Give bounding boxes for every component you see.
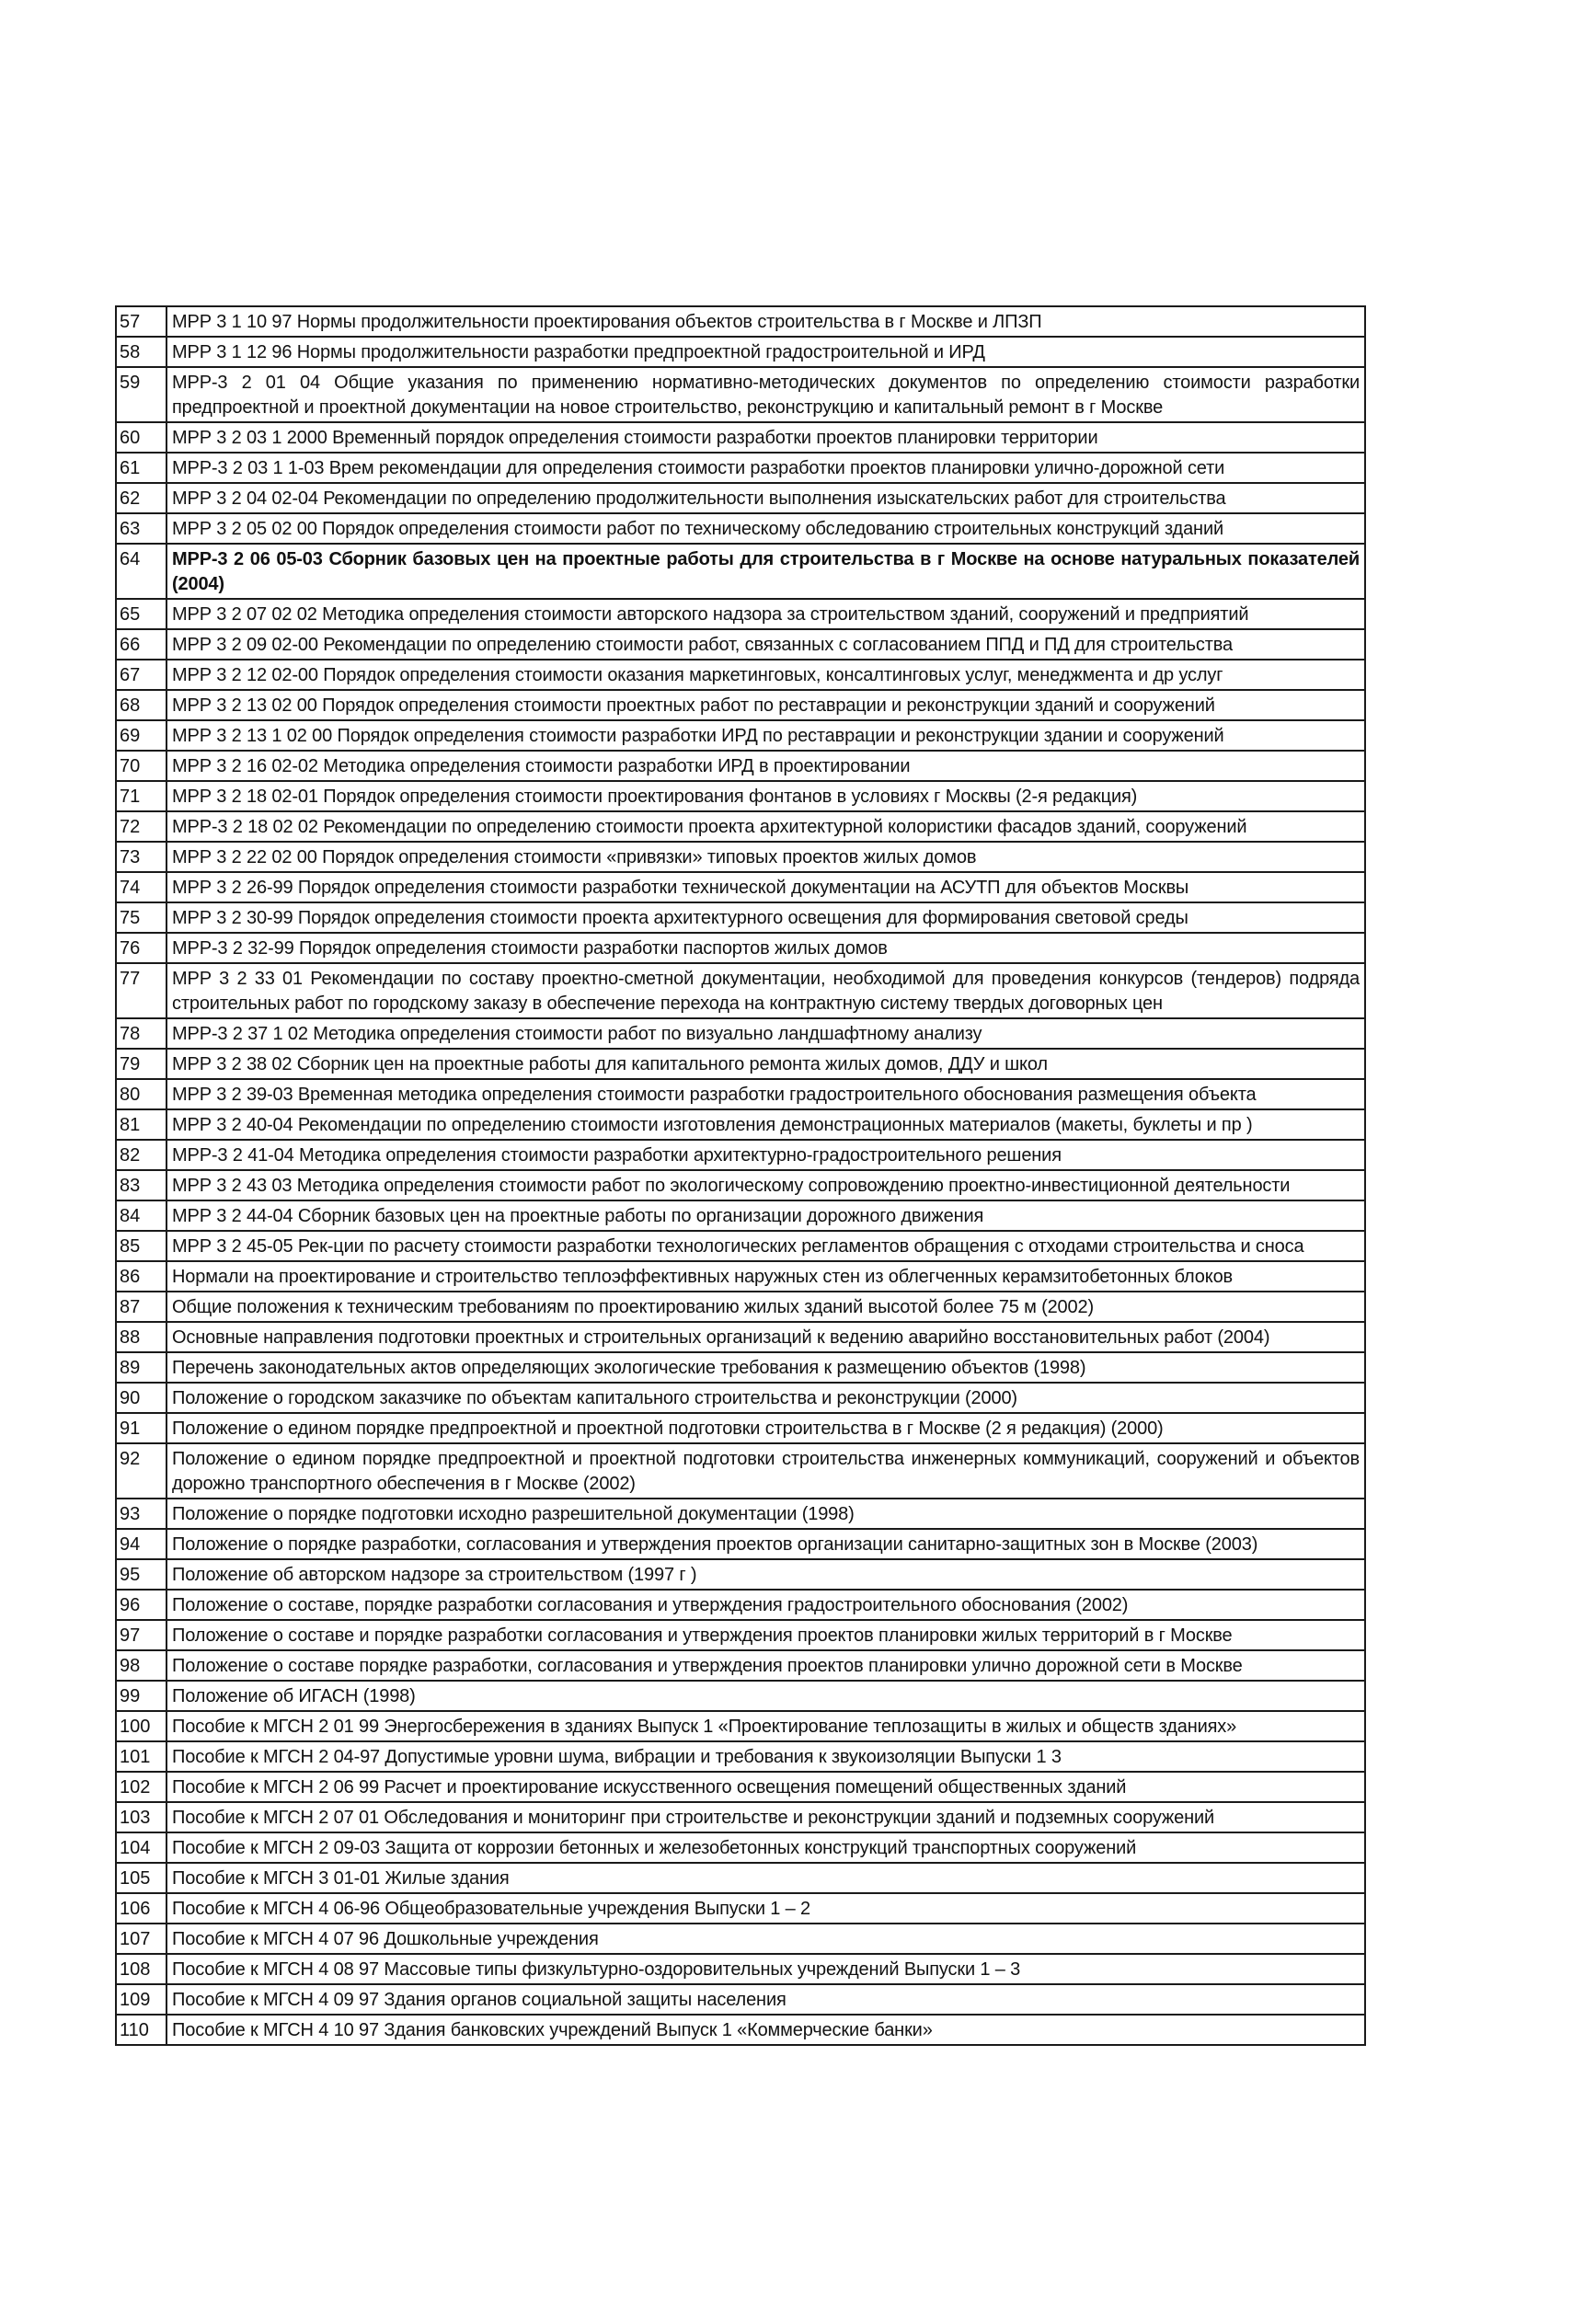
row-number: 89 (116, 1352, 166, 1383)
row-number: 81 (116, 1109, 166, 1140)
row-number: 74 (116, 872, 166, 902)
row-number: 83 (116, 1170, 166, 1200)
row-document-title: МРР-3 2 32-99 Порядок определения стоимости разработки паспортов жилых домов (166, 933, 1365, 963)
row-number: 106 (116, 1893, 166, 1924)
row-number: 95 (116, 1559, 166, 1590)
row-document-title: МРР 3 2 16 02-02 Методика определения стоимости разработки ИРД в проектировании (166, 751, 1365, 781)
row-number: 76 (116, 933, 166, 963)
table-row (116, 1620, 1365, 1650)
row-document-title: МРР 3 2 05 02 00 Порядок определения стоимости работ по техническому обследованию строительных конструкций зданий (166, 513, 1365, 544)
row-document-title: Пособие к МГСН 4 09 97 Здания органов социальной защиты населения (166, 1984, 1365, 2015)
table-row (116, 2015, 1365, 2045)
row-document-title: МРР 3 2 40-04 Рекомендации по определению стоимости изготовления демонстрационных материалов (макеты, буклеты и пр ) (166, 1109, 1365, 1140)
row-document-title: МРР 3 2 44-04 Сборник базовых цен на проектные работы по организации дорожного движения (166, 1200, 1365, 1231)
row-document-title: МРР 3 2 07 02 02 Методика определения стоимости авторского надзора за строительством зданий, сооружений и предприятий (166, 599, 1365, 629)
table-row (116, 1383, 1365, 1413)
row-number: 69 (116, 720, 166, 751)
row-document-title: Пособие к МГСН 2 07 01 Обследования и мониторинг при строительстве и реконструкции зданий и подземных сооружений (166, 1802, 1365, 1832)
table-row (116, 337, 1365, 367)
row-number: 63 (116, 513, 166, 544)
row-document-title: МРР 3 2 13 1 02 00 Порядок определения стоимости разработки ИРД по реставрации и реконструкции здании и сооружений (166, 720, 1365, 751)
row-number: 87 (116, 1292, 166, 1322)
table-row (116, 660, 1365, 690)
row-number: 107 (116, 1924, 166, 1954)
row-document-title: Положение о составе и порядке разработки согласования и утверждения проектов планировки жилых территорий в г Москве (166, 1620, 1365, 1650)
table-row (116, 1590, 1365, 1620)
table-row (116, 1079, 1365, 1109)
row-document-title: Пособие к МГСН 2 04-97 Допустимые уровни шума, вибрации и требования к звукоизоляции Выпуски 1 3 (166, 1741, 1365, 1772)
row-number: 73 (116, 842, 166, 872)
row-document-title: Пособие к МГСН 4 10 97 Здания банковских учреждений Выпуск 1 «Коммерческие банки» (166, 2015, 1365, 2045)
row-number: 84 (116, 1200, 166, 1231)
row-number: 104 (116, 1832, 166, 1863)
row-document-title: МРР 3 2 33 01 Рекомендации по составу проектно-сметной документации, необходимой для проведения конкурсов (тендеров) подряда строительных работ по городскому заказу в обеспечение перехода на контрактную систему твердых договорных цен (166, 963, 1365, 1018)
table-row (116, 483, 1365, 513)
table-row (116, 1352, 1365, 1383)
row-number: 101 (116, 1741, 166, 1772)
table-row (116, 599, 1365, 629)
row-document-title: МРР-3 2 01 04 Общие указания по применению нормативно-методических документов по определению стоимости разработки предпроектной и проектной документации на новое строительство, реконструкцию и капитальный ремонт в г Москве (166, 367, 1365, 422)
row-document-title: Положение об авторском надзоре за строительством (1997 г ) (166, 1559, 1365, 1590)
row-number: 109 (116, 1984, 166, 2015)
row-document-title: МРР 3 2 18 02-01 Порядок определения стоимости проектирования фонтанов в условиях г Москвы (2-я редакция) (166, 781, 1365, 811)
row-document-title: МРР 3 2 22 02 00 Порядок определения стоимости «привязки» типовых проектов жилых домов (166, 842, 1365, 872)
table-row (116, 1413, 1365, 1443)
row-number: 105 (116, 1863, 166, 1893)
table-row (116, 811, 1365, 842)
row-number: 80 (116, 1079, 166, 1109)
row-number: 100 (116, 1711, 166, 1741)
row-document-title: МРР 3 2 03 1 2000 Временный порядок определения стоимости разработки проектов планировки территории (166, 422, 1365, 453)
row-number: 90 (116, 1383, 166, 1413)
row-number: 61 (116, 453, 166, 483)
table-row (116, 1140, 1365, 1170)
table-row (116, 1499, 1365, 1529)
row-document-title: МРР 3 2 38 02 Сборник цен на проектные работы для капитального ремонта жилых домов, ДДУ и школ (166, 1049, 1365, 1079)
table-row (116, 1443, 1365, 1499)
row-document-title: МРР-3 2 18 02 02 Рекомендации по определению стоимости проекта архитектурной колористики фасадов зданий, сооружений (166, 811, 1365, 842)
table-row (116, 720, 1365, 751)
row-number: 94 (116, 1529, 166, 1559)
row-document-title: МРР 3 2 43 03 Методика определения стоимости работ по экологическому сопровождению проектно-инвестиционной деятельности (166, 1170, 1365, 1200)
table-row (116, 963, 1365, 1018)
table-row (116, 1231, 1365, 1261)
row-document-title: МРР 3 2 45-05 Рек-ции по расчету стоимости разработки технологических регламентов обращения с отходами строительства и сноса (166, 1231, 1365, 1261)
table-row (116, 1559, 1365, 1590)
table-row (116, 1261, 1365, 1292)
table-row (116, 1863, 1365, 1893)
table-row (116, 1292, 1365, 1322)
row-document-title: Пособие к МГСН 2 01 99 Энергосбережения в зданиях Выпуск 1 «Проектирование теплозащиты в жилых и обществ зданиях» (166, 1711, 1365, 1741)
table-row (116, 1924, 1365, 1954)
row-document-title: Перечень законодательных актов определяющих экологические требования к размещению объектов (1998) (166, 1352, 1365, 1383)
row-number: 68 (116, 690, 166, 720)
row-document-title: Общие положения к техническим требованиям по проектированию жилых зданий высотой более 75 м (2002) (166, 1292, 1365, 1322)
row-number: 64 (116, 544, 166, 599)
row-number: 110 (116, 2015, 166, 2045)
table-row (116, 1650, 1365, 1681)
documents-table (115, 305, 1366, 2046)
row-number: 103 (116, 1802, 166, 1832)
row-document-title: МРР 3 1 12 96 Нормы продолжительности разработки предпроектной градостроительной и ИРД (166, 337, 1365, 367)
table-row (116, 751, 1365, 781)
table-row (116, 842, 1365, 872)
row-number: 67 (116, 660, 166, 690)
table-row (116, 690, 1365, 720)
row-document-title: Положение о порядке подготовки исходно разрешительной документации (1998) (166, 1499, 1365, 1529)
row-number: 92 (116, 1443, 166, 1499)
row-number: 78 (116, 1018, 166, 1049)
row-number: 91 (116, 1413, 166, 1443)
row-number: 60 (116, 422, 166, 453)
table-row (116, 1018, 1365, 1049)
row-number: 62 (116, 483, 166, 513)
row-document-title: МРР 3 2 39-03 Временная методика определения стоимости разработки градостроительного обоснования размещения объекта (166, 1079, 1365, 1109)
row-number: 99 (116, 1681, 166, 1711)
row-number: 58 (116, 337, 166, 367)
table-row (116, 872, 1365, 902)
row-document-title: Основные направления подготовки проектных и строительных организаций к ведению аварийно восстановительных работ (2004) (166, 1322, 1365, 1352)
row-document-title: Пособие к МГСН 4 08 97 Массовые типы физкультурно-оздоровительных учреждений Выпуски 1 – 3 (166, 1954, 1365, 1984)
row-number: 66 (116, 629, 166, 660)
documents-table-body (116, 306, 1365, 2045)
table-row (116, 1741, 1365, 1772)
row-number: 97 (116, 1620, 166, 1650)
row-document-title: МРР-3 2 37 1 02 Методика определения стоимости работ по визуально ландшафтному анализу (166, 1018, 1365, 1049)
table-row (116, 306, 1365, 337)
row-document-title: Нормали на проектирование и строительство теплоэффективных наружных стен из облегченных керамзитобетонных блоков (166, 1261, 1365, 1292)
row-number: 86 (116, 1261, 166, 1292)
row-document-title: Пособие к МГСН 4 07 96 Дошкольные учреждения (166, 1924, 1365, 1954)
row-document-title: Положение о порядке разработки, согласования и утверждения проектов организации санитарно-защитных зон в Москве (2003) (166, 1529, 1365, 1559)
table-row (116, 544, 1365, 599)
table-row (116, 1170, 1365, 1200)
row-number: 65 (116, 599, 166, 629)
table-row (116, 513, 1365, 544)
row-document-title: Положение о городском заказчике по объектам капитального строительства и реконструкции (2000) (166, 1383, 1365, 1413)
row-document-title: Положение о составе, порядке разработки согласования и утверждения градостроительного обоснования (2002) (166, 1590, 1365, 1620)
row-document-title: МРР 3 1 10 97 Нормы продолжительности проектирования объектов строительства в г Москве и ЛПЗП (166, 306, 1365, 337)
row-number: 88 (116, 1322, 166, 1352)
row-document-title: Пособие к МГСН 2 06 99 Расчет и проектирование искусственного освещения помещений общественных зданий (166, 1772, 1365, 1802)
document-sheet (115, 305, 1366, 2046)
row-number: 96 (116, 1590, 166, 1620)
row-document-title: Пособие к МГСН 2 09-03 Защита от коррозии бетонных и железобетонных конструкций транспортных сооружений (166, 1832, 1365, 1863)
row-document-title: Положение о едином порядке предпроектной и проектной подготовки строительства в г Москве (2 я редакция) (2000) (166, 1413, 1365, 1443)
table-row (116, 1984, 1365, 2015)
row-number: 71 (116, 781, 166, 811)
row-number: 102 (116, 1772, 166, 1802)
table-row (116, 1772, 1365, 1802)
row-number: 108 (116, 1954, 166, 1984)
table-row (116, 1529, 1365, 1559)
row-document-title: МРР 3 2 04 02-04 Рекомендации по определению продолжительности выполнения изыскательских работ для строительства (166, 483, 1365, 513)
table-row (116, 1802, 1365, 1832)
table-row (116, 781, 1365, 811)
table-row (116, 1322, 1365, 1352)
row-document-title: МРР 3 2 09 02-00 Рекомендации по определению стоимости работ, связанных с согласованием ППД и ПД для строительства (166, 629, 1365, 660)
table-row (116, 422, 1365, 453)
table-row (116, 1681, 1365, 1711)
row-document-title: МРР-3 2 03 1 1-03 Врем рекомендации для определения стоимости разработки проектов планировки улично-дорожной сети (166, 453, 1365, 483)
row-number: 85 (116, 1231, 166, 1261)
row-document-title: МРР 3 2 12 02-00 Порядок определения стоимости оказания маркетинговых, консалтинговых услуг, менеджмента и др услуг (166, 660, 1365, 690)
row-document-title: Положение о составе порядке разработки, согласования и утверждения проектов планировки улично дорожной сети в Москве (166, 1650, 1365, 1681)
row-number: 82 (116, 1140, 166, 1170)
row-number: 70 (116, 751, 166, 781)
table-row (116, 1954, 1365, 1984)
row-number: 57 (116, 306, 166, 337)
table-row (116, 1893, 1365, 1924)
row-document-title: МРР 3 2 30-99 Порядок определения стоимости проекта архитектурного освещения для формирования световой среды (166, 902, 1365, 933)
row-document-title: Положение о едином порядке предпроектной и проектной подготовки строительства инженерных коммуникаций, сооружений и объектов дорожно транспортного обеспечения в г Москве (2002) (166, 1443, 1365, 1499)
table-row (116, 1109, 1365, 1140)
row-number: 79 (116, 1049, 166, 1079)
row-document-title: Положение об ИГАСН (1998) (166, 1681, 1365, 1711)
table-row (116, 1832, 1365, 1863)
table-row (116, 1711, 1365, 1741)
row-number: 98 (116, 1650, 166, 1681)
table-row (116, 933, 1365, 963)
table-row (116, 629, 1365, 660)
row-number: 77 (116, 963, 166, 1018)
table-row (116, 367, 1365, 422)
row-number: 93 (116, 1499, 166, 1529)
table-row (116, 453, 1365, 483)
table-row (116, 1049, 1365, 1079)
row-number: 72 (116, 811, 166, 842)
row-document-title: МРР 3 2 13 02 00 Порядок определения стоимости проектных работ по реставрации и реконструкции зданий и сооружений (166, 690, 1365, 720)
row-document-title: МРР-3 2 41-04 Методика определения стоимости разработки архитектурно-градостроительного решения (166, 1140, 1365, 1170)
table-row (116, 1200, 1365, 1231)
row-document-title: Пособие к МГСН 3 01-01 Жилые здания (166, 1863, 1365, 1893)
row-document-title: Пособие к МГСН 4 06-96 Общеобразовательные учреждения Выпуски 1 – 2 (166, 1893, 1365, 1924)
row-document-title: МРР-3 2 06 05-03 Сборник базовых цен на проектные работы для строительства в г Москве на основе натуральных показателей (2004) (166, 544, 1365, 599)
row-number: 75 (116, 902, 166, 933)
row-number: 59 (116, 367, 166, 422)
table-row (116, 902, 1365, 933)
row-document-title: МРР 3 2 26-99 Порядок определения стоимости разработки технической документации на АСУТП для объектов Москвы (166, 872, 1365, 902)
